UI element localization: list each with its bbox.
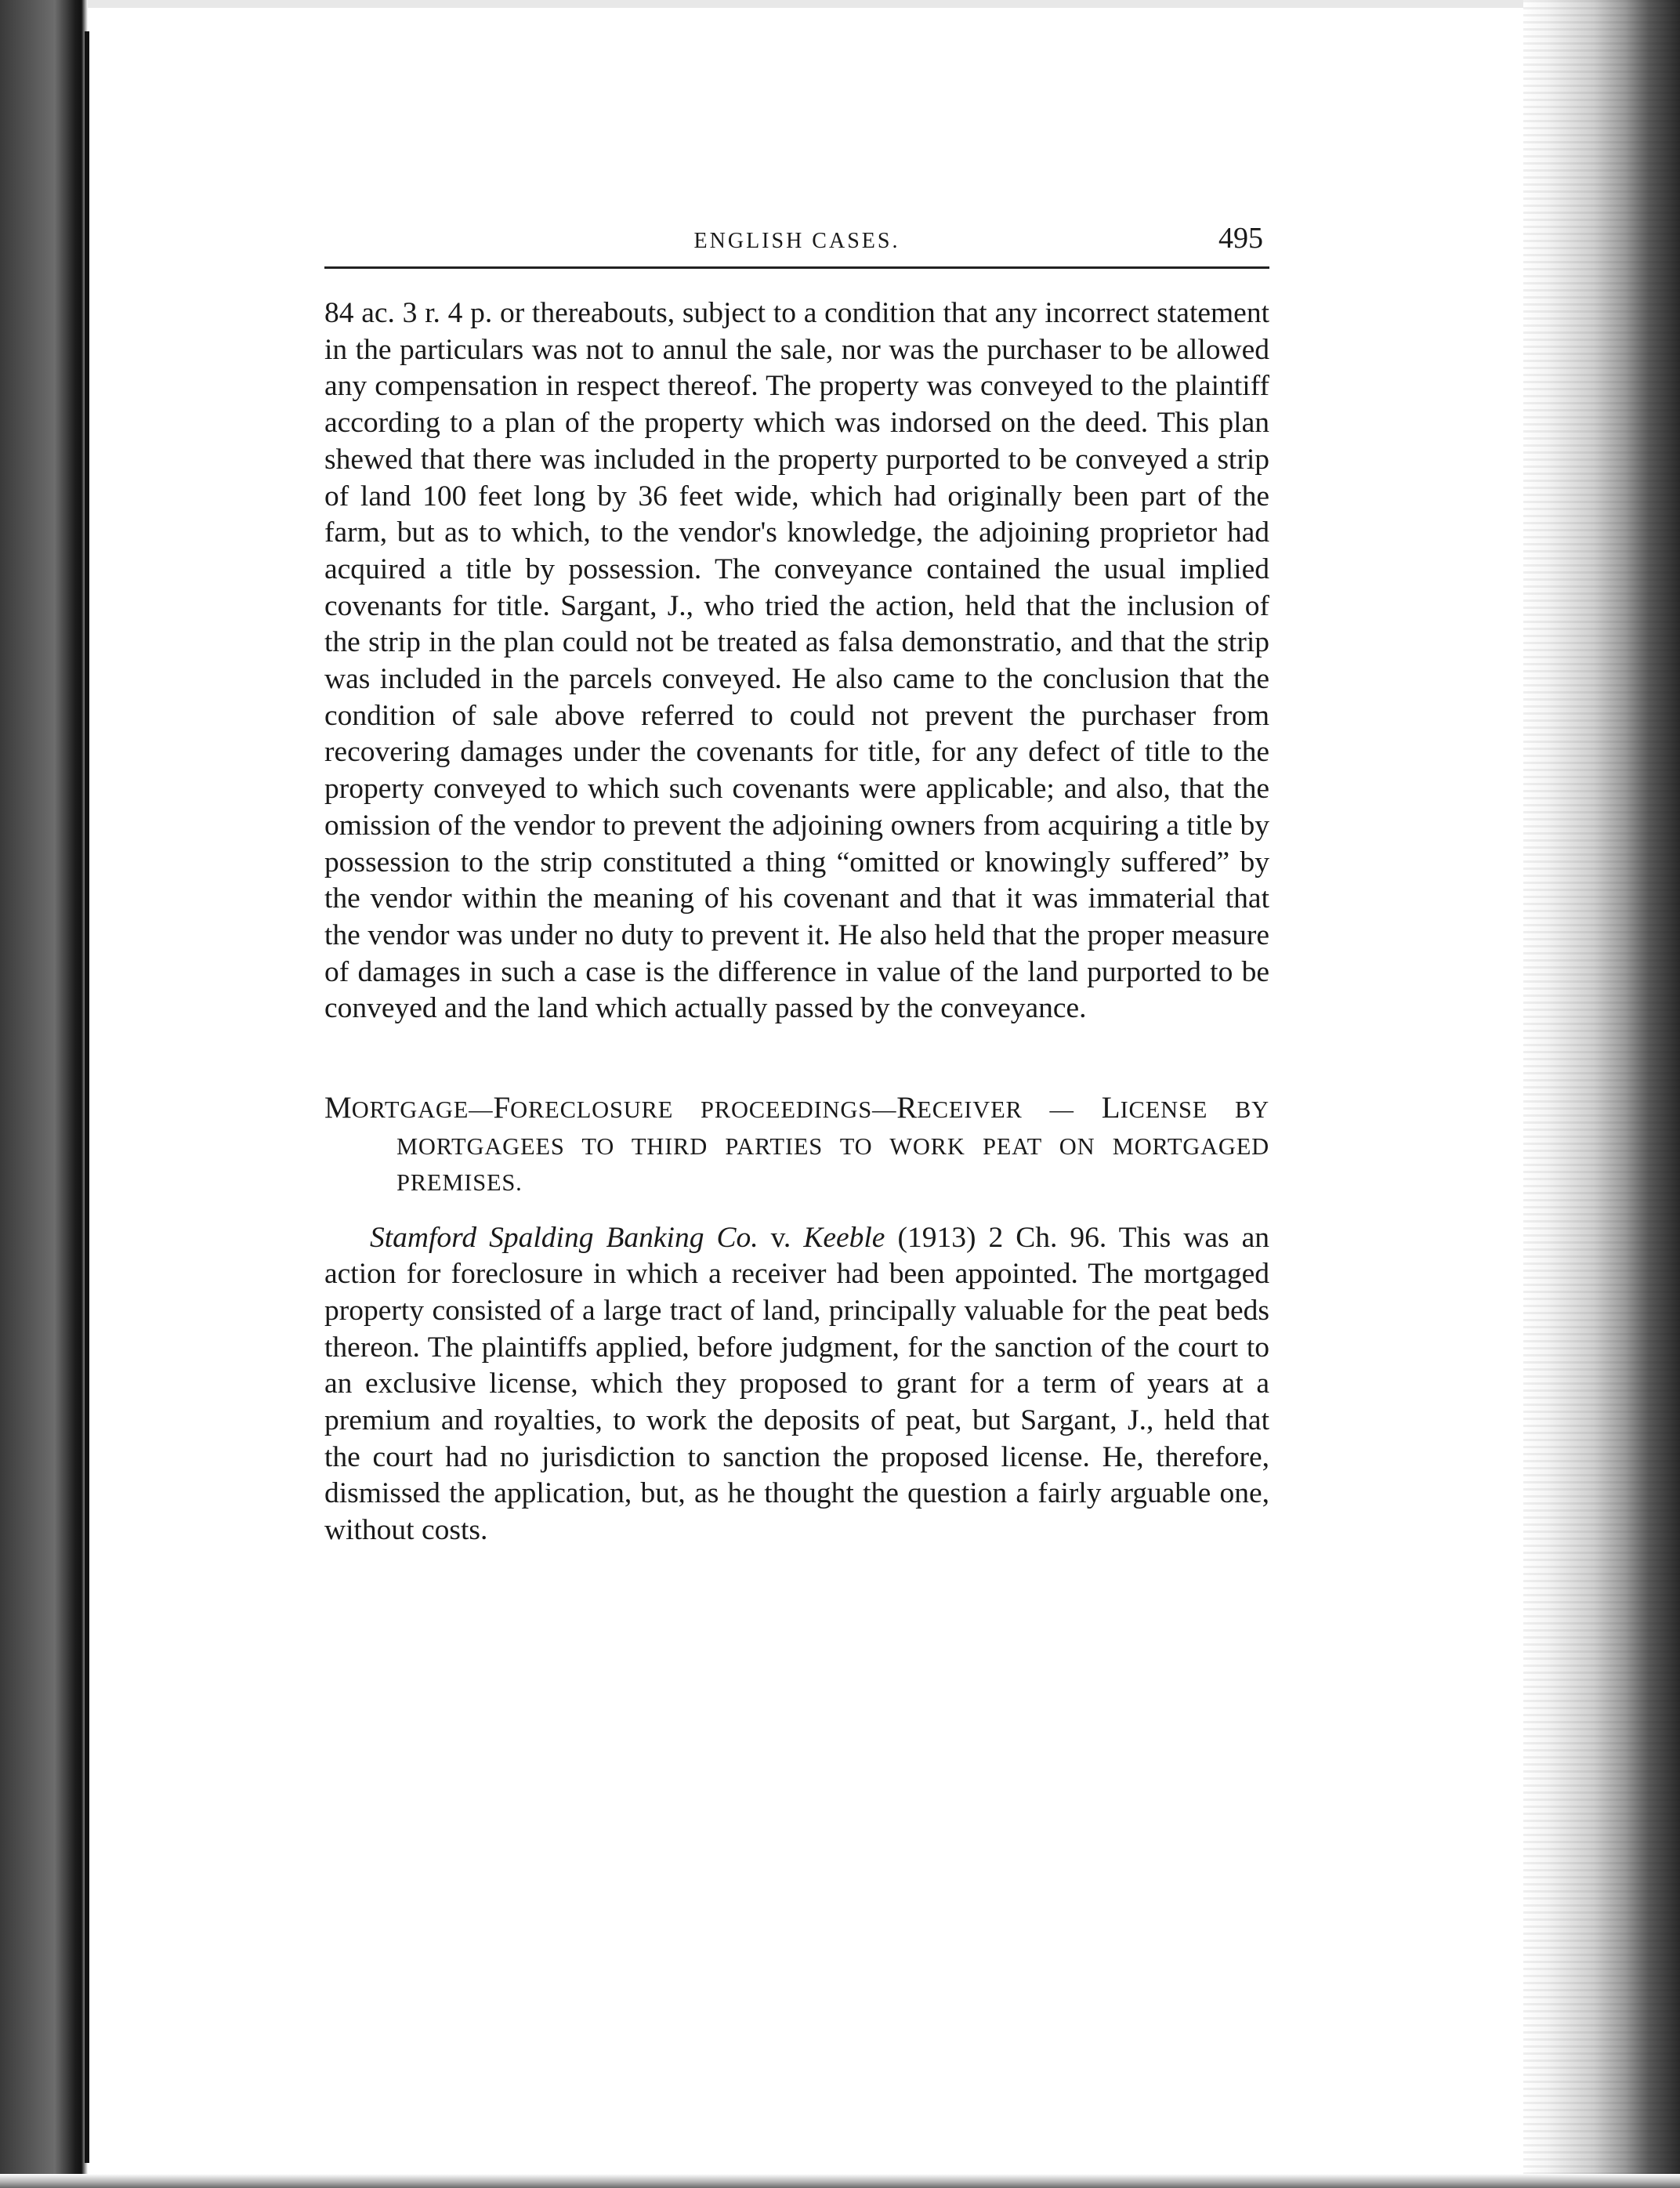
heading-cap-2: F [493,1091,511,1125]
heading-text-1: ORTGAGE— [351,1096,494,1124]
scan-edge-left [0,0,88,2188]
page-number: 495 [1218,222,1263,255]
heading-text-3: ECEIVER — [917,1096,1102,1124]
scan-edge-right [1523,0,1680,2188]
paragraph-continued: 84 ac. 3 r. 4 p. or thereabouts, subject to a condition that any incorrect statement in the particulars was not to annul the sale, nor was the purchaser to be allowed any compensation in respect thereof. The property was conveyed to the plaintiff according to a plan of the property which was indorsed on the deed. This plan shewed that there was included in the property purported to be conveyed a strip of land 100 feet long by 36 feet wide, which had originally been part of the farm, but as to which, to the vendor's knowledge, the adjoining proprietor had acquired a title by possession. The conveyance contained the usual implied covenants for title. Sargant, J., who tried the action, held that the inclusion of the strip in the plan could not be treated as falsa demonstratio, and that the strip was included in the parcels conveyed. He also came to the conclusion that the condition of sale above referred to could not prevent the purchaser from recovering damages under the covenants for title, for any defect of title to the property conveyed to which such covenants were applicable; and also, that the omission of the vendor to prevent the adjoining owners from acquiring a title by possession to the strip constituted a thing “omitted or knowingly suffered” by the vendor within the meaning of his covenant and that it was immaterial that the vendor was under no duty to prevent it. He also held that the proper measure of damages in such a case is the difference in value of the land purported to be conveyed and the land which actually passed by the conveyance. [324,297,1269,1025]
heading-cap-3: R [896,1091,918,1125]
heading-text-4: ICENSE BY MORTGAGEES TO THIRD PARTIES TO WORK PEAT ON MORTGAGED PREMISES. [396,1096,1270,1197]
heading-cap-4: L [1101,1091,1121,1125]
heading-cap-1: M [324,1091,352,1125]
case-paragraph [324,1220,1269,1549]
case-summary: This was an action for foreclosure in which a receiver had been appointed. The mortgaged property consisted of a large tract of land, principally valuable for the peat beds thereon. The plaintiffs applied, before judgment, for the sanction of the court to an exclusive license, which they proposed to grant for a term of years at a premium and royalties, to work the deposits of peat, but Sargant, J., held that the court had no jurisdiction to sanction the proposed license. He, therefore, dismissed the application, but, as he thought the question a fairly arguable one, without costs. [324,1221,1269,1547]
case-name-plaintiff: Stamford Spalding Banking Co. [370,1221,759,1254]
document-page [324,219,1269,1549]
scan-edge-top [0,0,1680,8]
running-title: ENGLISH CASES. [693,229,900,253]
running-head [324,219,1269,269]
heading-text-2: ORECLOSURE PROCEEDINGS— [510,1096,897,1124]
case-citation: (1913) 2 Ch. 96. [885,1221,1119,1254]
case-versus: v. [758,1221,804,1254]
case-name-defendant: Keeble [803,1221,885,1254]
scan-edge-bottom [0,2174,1680,2188]
page-binding-edge [85,31,89,2163]
section-heading [324,1090,1269,1201]
